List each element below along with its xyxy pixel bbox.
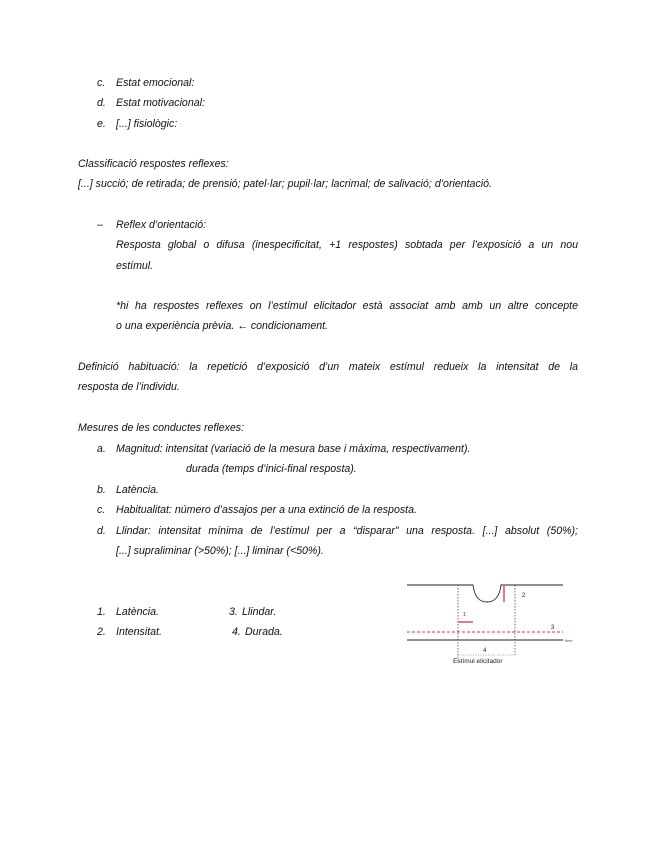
figure-label-4: 4: [483, 648, 487, 654]
list-item-motivational-state: Estat motivacional:: [116, 97, 205, 109]
legend-duration: Durada.: [245, 626, 283, 638]
classification-text: [...] succió; de retirada; de prensió; patel·lar; pupil·lar; lacrimal; de salivació; d’orientació.: [78, 178, 492, 190]
list-marker: e.: [97, 118, 106, 130]
measure-threshold: Llindar: intensitat mínima de l’estímul per a “disparar” una resposta. [...] absolut (50%);: [116, 525, 578, 537]
list-marker: a.: [97, 443, 106, 455]
legend-marker: 1.: [97, 606, 106, 618]
measure-magnitude-duration: durada (temps d’inici-final resposta).: [186, 463, 357, 475]
legend-threshold: Llindar.: [242, 606, 277, 618]
legend-marker: 3.: [229, 606, 238, 618]
reflex-response-diagram: [405, 580, 585, 665]
legend-marker: 4.: [232, 626, 241, 638]
measure-latency: Latència.: [116, 484, 159, 496]
measure-habituality: Habitualitat: número d’assajos per a una extinció de la resposta.: [116, 504, 417, 516]
orientation-line-2: estímul.: [116, 260, 154, 272]
figure-small-label: time: [565, 638, 573, 643]
orientation-line-1: Resposta global o difusa (inespecificitat, +1 respostes) sobtada per l’exposició a un nou: [116, 239, 578, 251]
figure-label-2: 2: [522, 593, 526, 599]
legend-latency: Latència.: [116, 606, 159, 618]
response-curve: [407, 585, 563, 602]
measures-heading: Mesures de les conductes reflexes:: [78, 422, 245, 434]
orientation-note-2: o una experiència prèvia. ← condicionament.: [116, 320, 328, 332]
measure-magnitude: Magnitud: intensitat (variació de la mesura base i màxima, respectivament).: [116, 443, 471, 455]
figure-label-3: 3: [551, 625, 555, 631]
list-marker: b.: [97, 484, 106, 496]
list-item-physiological: [...] fisiològic:: [116, 118, 178, 130]
figure-axis-label: Estímul elicitador: [453, 658, 503, 665]
list-marker: c.: [97, 77, 106, 89]
orientation-title: Reflex d’orientació:: [116, 219, 207, 231]
list-item-emotional-state: Estat emocional:: [116, 77, 195, 89]
orientation-note-1: *hi ha respostes reflexes on l’estímul elicitador està associat amb amb un altre concepte: [116, 300, 578, 312]
legend-marker: 2.: [97, 626, 106, 638]
habituation-line-2: resposta de l’individu.: [78, 381, 180, 393]
figure-label-1: 1: [463, 612, 466, 618]
measure-threshold-line-2: [...] supraliminar (>50%); [...] liminar (<50%).: [116, 545, 324, 557]
legend-intensity: Intensitat.: [116, 626, 162, 638]
list-marker: c.: [97, 504, 106, 516]
dash-marker: –: [97, 219, 103, 231]
classification-heading: Classificació respostes reflexes:: [78, 158, 229, 170]
list-marker: d.: [97, 97, 106, 109]
habituation-line-1: Definició habituació: la repetició d’exposició d’un mateix estímul redueix la intensitat de la: [78, 361, 578, 373]
list-marker: d.: [97, 525, 106, 537]
